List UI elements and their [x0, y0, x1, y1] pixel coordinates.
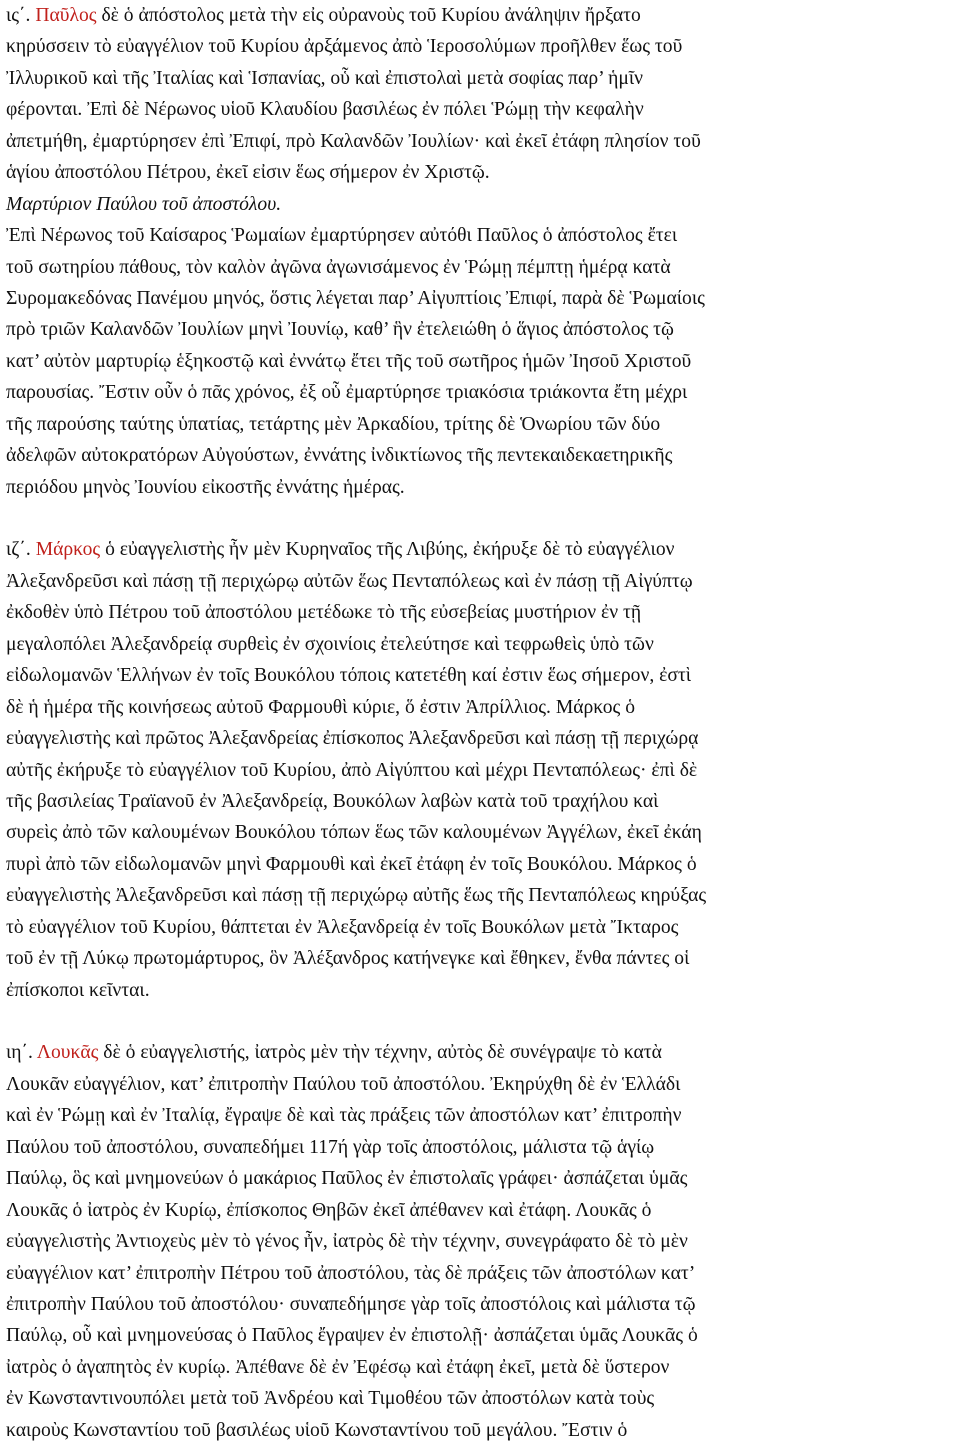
text-line: συρεὶς ἀπὸ τῶν καλουμένων Βουκόλου τόπων ἕως τῶν καλουμένων Ἀγγέλων, ἐκεῖ ἐκάη [6, 822, 702, 844]
text-line: καιροὺς Κωνσταντίου τοῦ βασιλέως υἱοῦ Κωνσταντίνου τοῦ μεγάλου. Ἔστιν ὁ [6, 1419, 628, 1441]
section-numeral: ιη΄. [6, 1042, 37, 1064]
text-line: Ἀλεξανδρεῦσι καὶ πάσῃ τῇ περιχώρῳ αὐτῶν ἕως Πενταπόλεως καὶ ἐν πάσῃ τῇ Αἰγύπτῳ [6, 570, 693, 592]
text-line: περιόδου μηνὸς Ἰουνίου εἰκοστῆς ἐννάτης ἡμέρας. [6, 476, 405, 498]
section-numeral: ις΄. [6, 5, 36, 26]
text-line: τῆς βασιλείας Τραϊανοῦ ἐν Ἀλεξανδρείᾳ, Βουκόλων λαβὼν κατὰ τοῦ τραχήλου καὶ [6, 790, 659, 812]
text-line: ἀδελφῶν αὐτοκρατόρων Αὐγούστων, ἐννάτης ἰνδικτίωνος τῆς πεντεκαιδεκαετηρικῆς [6, 445, 673, 467]
document-page [6, 0, 956, 1446]
text-line: Παύλου τοῦ ἀποστόλου, συναπεδήμει 117ή γὰρ τοῖς ἀποστόλοις, μάλιστα τῷ ἁγίῳ [6, 1136, 655, 1158]
text-line: εἰδωλομανῶν Ἑλλήνων ἐν τοῖς Βουκόλου τόποις κατετέθη καί ἐστιν ἕως σήμερον, ἐστὶ [6, 665, 692, 687]
text-line: φέρονται. Ἐπὶ δὲ Νέρωνος υἱοῦ Κλαυδίου βασιλέως ἐν πόλει Ῥώμῃ τὴν κεφαλὴν [6, 99, 644, 121]
section-first-line [6, 0, 956, 31]
text-line: Λουκᾶν εὐαγγέλιον, κατ’ ἐπιτροπὴν Παύλου τοῦ ἀποστόλου. Ἐκηρύχθη δὲ ἐν Ἑλλάδι [6, 1073, 681, 1095]
text-line: πρὸ τριῶν Καλανδῶν Ἰουλίων μηνὶ Ἰουνίῳ, καθ’ ἣν ἐτελειώθη ὁ ἅγιος ἀπόστολος τῷ [6, 319, 674, 341]
text-line: Παύλῳ, οὗ καὶ μνημονεύσας ὁ Παῦλος ἔγραψεν ἐν ἐπιστολῇ· ἀσπάζεται ὑμᾶς Λουκᾶς ὁ [6, 1325, 698, 1347]
highlighted-name: Λουκᾶς [36, 1042, 99, 1064]
section-first-line [6, 534, 956, 565]
text-line: μεγαλοπόλει Ἀλεξανδρείᾳ συρθεὶς ἐν σχοινίοις ἐτελεύτησε καὶ τεφρωθεὶς ὑπὸ τῶν [6, 633, 654, 655]
text-line: ἀπετμήθη, ἐμαρτύρησεν ἐπὶ Ἐπιφί, πρὸ Καλανδῶν Ἰουλίων· καὶ ἐκεῖ ἐτάφη πλησίον τοῦ [6, 130, 701, 152]
text-line: εὐαγγελιστὴς Ἀλεξανδρεῦσι καὶ πάσῃ τῇ περιχώρῳ αὐτῆς ἕως τῆς Πενταπόλεως κηρύξας [6, 885, 707, 907]
text-line: ἰατρὸς ὁ ἀγαπητὸς ἐν κυρίῳ. Ἀπέθανε δὲ ἐν Ἐφέσῳ καὶ ἐτάφη ἐκεῖ, μετὰ δὲ ὕστερον [6, 1356, 670, 1378]
italic-subheading: Μαρτύριον Παύλου τοῦ ἀποστόλου. [6, 193, 282, 215]
text-line: τὸ εὐαγγέλιον τοῦ Κυρίου, θάπτεται ἐν Ἀλεξανδρείᾳ ἐν τοῖς Βουκόλων μετὰ Ἴκταρος [6, 916, 679, 938]
text-line: Συρομακεδόνας Πανέμου μηνός, ὅστις λέγεται παρ’ Αἰγυπτίοις Ἐπιφί, παρὰ δὲ Ῥωμαίοις [6, 287, 705, 309]
section-mark [6, 534, 956, 1006]
section-paul [6, 0, 956, 503]
text-line: τοῦ ἐν τῇ Λύκῳ πρωτομάρτυρος, ὃν Ἀλέξανδρος κατήνεγκε καὶ ἔθηκεν, ἔνθα πάντες οἱ [6, 948, 690, 970]
line-text: δὲ ὁ εὐαγγελιστής, ἰατρὸς μὲν τὴν τέχνην, αὐτὸς δὲ συνέγραψε τὸ κατὰ [98, 1042, 662, 1064]
text-line: ἐπίσκοποι κεῖνται. [6, 979, 150, 1001]
text-line: δὲ ἡ ἡμέρα τῆς κοινήσεως αὐτοῦ Φαρμουθὶ κύριε, ὅ ἐστιν Ἀπρίλλιος. Μάρκος ὁ [6, 696, 635, 718]
text-line: αὐτῆς ἐκήρυξε τὸ εὐαγγέλιον τοῦ Κυρίου, ἀπὸ Αἰγύπτου καὶ μέχρι Πενταπόλεως· ἐπὶ δὲ [6, 759, 698, 781]
section-numeral: ιζ΄. [6, 539, 36, 561]
text-line: κατ’ αὐτὸν μαρτυρίῳ ἑξηκοστῷ καὶ ἐννάτῳ ἔτει τῆς τοῦ σωτῆρος ἡμῶν Ἰησοῦ Χριστοῦ [6, 350, 692, 372]
text-line: εὐαγγελιστὴς Ἀντιοχεὺς μὲν τὸ γένος ἦν, ἰατρὸς δὲ τὴν τέχνην, συνεγράφατο δὲ τὸ μὲν [6, 1231, 688, 1253]
text-line: Λουκᾶς ὁ ἰατρὸς ἐν Κυρίῳ, ἐπίσκοπος Θηβῶν ἐκεῖ ἀπέθανεν καὶ ἐτάφη. Λουκᾶς ὁ [6, 1199, 652, 1221]
text-line: ἁγίου ἀποστόλου Πέτρου, ἐκεῖ εἰσιν ἕως σήμερον ἐν Χριστῷ. [6, 162, 490, 184]
text-line: εὐαγγέλιον κατ’ ἐπιτροπὴν Πέτρου τοῦ ἀποστόλου, τὰς δὲ πράξεις τῶν ἀποστόλων κατ’ [6, 1262, 696, 1284]
paragraph-gap [6, 1006, 956, 1037]
line-text: ὁ εὐαγγελιστὴς ἦν μὲν Κυρηναῖος τῆς Λιβύης, ἐκήρυξε δὲ τὸ εὐαγγέλιον [100, 539, 675, 561]
text-line: κηρύσσειν τὸ εὐαγγέλιον τοῦ Κυρίου ἀρξάμενος ἀπὸ Ἱεροσολύμων προῆλθεν ἕως τοῦ [6, 36, 683, 58]
text-line: πυρὶ ἀπὸ τῶν εἰδωλομανῶν μηνὶ Φαρμουθὶ καὶ ἐκεῖ ἐτάφη ἐν τοῖς Βουκόλου. Μάρκος ὁ [6, 853, 697, 875]
text-line: παρουσίας. Ἔστιν οὖν ὁ πᾶς χρόνος, ἐξ οὗ ἐμαρτύρησε τριακόσια τριάκοντα ἔτη μέχρι [6, 382, 688, 404]
highlighted-name: Παῦλος [35, 5, 97, 26]
section-luke [6, 1037, 956, 1446]
text-line: Ἐπὶ Νέρωνος τοῦ Καίσαρος Ῥωμαίων ἐμαρτύρησεν αὐτόθι Παῦλος ὁ ἀπόστολος ἔτει [6, 225, 678, 247]
text-line: Ἰλλυρικοῦ καὶ τῆς Ἰταλίας καὶ Ἱσπανίας, οὗ καὶ ἐπιστολαὶ μετὰ σοφίας παρ’ ἡμῖν [6, 67, 643, 89]
line-text: δὲ ὁ ἀπόστολος μετὰ τὴν εἰς οὐρανοὺς τοῦ Κυρίου ἀνάληψιν ἤρξατο [96, 5, 641, 26]
text-line: τῆς παρούσης ταύτης ὑπατίας, τετάρτης μὲν Ἀρκαδίου, τρίτης δὲ Ὁνωρίου τῶν δύο [6, 413, 661, 435]
paragraph-gap [6, 503, 956, 534]
section-first-line [6, 1037, 956, 1068]
text-line: καὶ ἐν Ῥώμῃ καὶ ἐν Ἰταλίᾳ, ἔγραψε δὲ καὶ τὰς πράξεις τῶν ἀποστόλων κατ’ ἐπιτροπὴν [6, 1105, 682, 1127]
text-line: ἐν Κωνσταντινουπόλει μετὰ τοῦ Ἀνδρέου καὶ Τιμοθέου τῶν ἀποστόλων κατὰ τοὺς [6, 1388, 655, 1410]
text-line: εὐαγγελιστὴς καὶ πρῶτος Ἀλεξανδρείας ἐπίσκοπος Ἀλεξανδρεῦσι καὶ πάσῃ τῇ περιχώρᾳ [6, 728, 699, 750]
highlighted-name: Μάρκος [35, 539, 101, 561]
text-line: ἐκδοθὲν ὑπὸ Πέτρου τοῦ ἀποστόλου μετέδωκε τὸ τῆς εὐσεβείας μυστήριον ἐν τῇ [6, 602, 642, 624]
text-line: τοῦ σωτηρίου πάθους, τὸν καλὸν ἀγῶνα ἀγωνισάμενος ἐν Ῥώμῃ πέμπτῃ ἡμέρᾳ κατὰ [6, 256, 671, 278]
text-line: Παύλῳ, ὃς καὶ μνημονεύων ὁ μακάριος Παῦλος ἐν ἐπιστολαῖς γράφει· ἀσπάζεται ὑμᾶς [6, 1168, 688, 1190]
text-line: ἐπιτροπὴν Παύλου τοῦ ἀποστόλου· συναπεδήμησε γὰρ τοῖς ἀποστόλοις καὶ μάλιστα τῷ [6, 1293, 696, 1315]
